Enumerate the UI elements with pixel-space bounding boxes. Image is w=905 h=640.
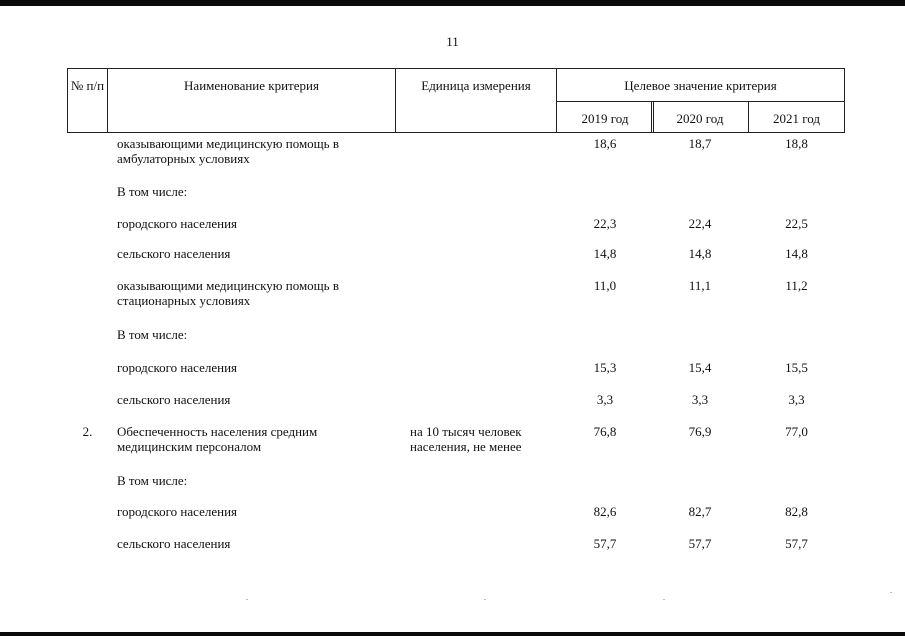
scan-border-bottom [0, 632, 905, 636]
row-value-2021: 77,0 [785, 424, 808, 439]
row-value-2020: 57,7 [688, 536, 712, 551]
row-value-2021: 57,7 [785, 536, 808, 551]
header-year-2019: 2019 год [556, 101, 654, 133]
row-number: 2. [82, 424, 93, 439]
row-value-2019: 3,3 [596, 392, 614, 407]
row-value-2020: 18,7 [688, 136, 712, 151]
row-value-2021: 22,5 [785, 216, 808, 231]
row-value-2019: 18,6 [593, 136, 617, 151]
row-value-2021: 82,8 [785, 504, 808, 519]
row-value-2019: 57,7 [593, 536, 617, 551]
row-value-2020: 11,1 [688, 278, 712, 293]
scan-speck [484, 599, 486, 600]
header-number: № п/п [67, 68, 108, 133]
row-criterion-name: В том числе: [117, 473, 188, 488]
row-criterion-name: городского населения [117, 360, 238, 375]
row-value-2020: 76,9 [688, 424, 712, 439]
row-criterion-name: В том числе: [117, 184, 188, 199]
row-criterion-name: городского населения [117, 216, 238, 231]
row-value-2019: 11,0 [593, 278, 617, 293]
row-value-2020: 14,8 [688, 246, 712, 261]
row-value-2020: 15,4 [688, 360, 712, 375]
row-criterion-name: сельского населения [117, 246, 231, 261]
row-criterion-name: городского населения [117, 504, 238, 519]
row-value-2019: 82,6 [593, 504, 617, 519]
page-number: 11 [446, 34, 459, 49]
row-value-2021: 3,3 [788, 392, 805, 407]
row-value-2020: 3,3 [691, 392, 709, 407]
row-value-2019: 76,8 [593, 424, 617, 439]
header-unit: Единица измерения [395, 68, 557, 133]
row-unit: на 10 тысяч человек населения, не менее [410, 424, 522, 454]
header-year-2020: 2020 год [651, 101, 749, 133]
scan-speck [246, 599, 248, 600]
scan-speck [663, 599, 665, 600]
row-criterion-name: сельского населения [117, 536, 231, 551]
header-year-2021: 2021 год [748, 101, 845, 133]
row-criterion-name: оказывающими медицинскую помощь в амбулаторных условиях [117, 136, 340, 166]
row-value-2019: 22,3 [593, 216, 617, 231]
row-criterion-name: В том числе: [117, 327, 188, 342]
header-criterion-name: Наименование критерия [107, 68, 396, 133]
row-criterion-name: оказывающими медицинскую помощь в стационарных условиях [117, 278, 340, 308]
row-value-2019: 14,8 [593, 246, 617, 261]
row-criterion-name: Обеспеченность населения средним медицинским персоналом [117, 424, 318, 454]
header-target-value: Целевое значение критерия [556, 68, 845, 102]
scan-speck [890, 592, 892, 593]
row-value-2019: 15,3 [593, 360, 617, 375]
row-value-2021: 14,8 [785, 246, 808, 261]
row-value-2021: 18,8 [785, 136, 808, 151]
row-value-2020: 22,4 [688, 216, 712, 231]
row-value-2021: 15,5 [785, 360, 808, 375]
row-value-2021: 11,2 [785, 278, 808, 293]
row-value-2020: 82,7 [688, 504, 712, 519]
scan-border-top [0, 0, 905, 6]
row-criterion-name: сельского населения [117, 392, 231, 407]
